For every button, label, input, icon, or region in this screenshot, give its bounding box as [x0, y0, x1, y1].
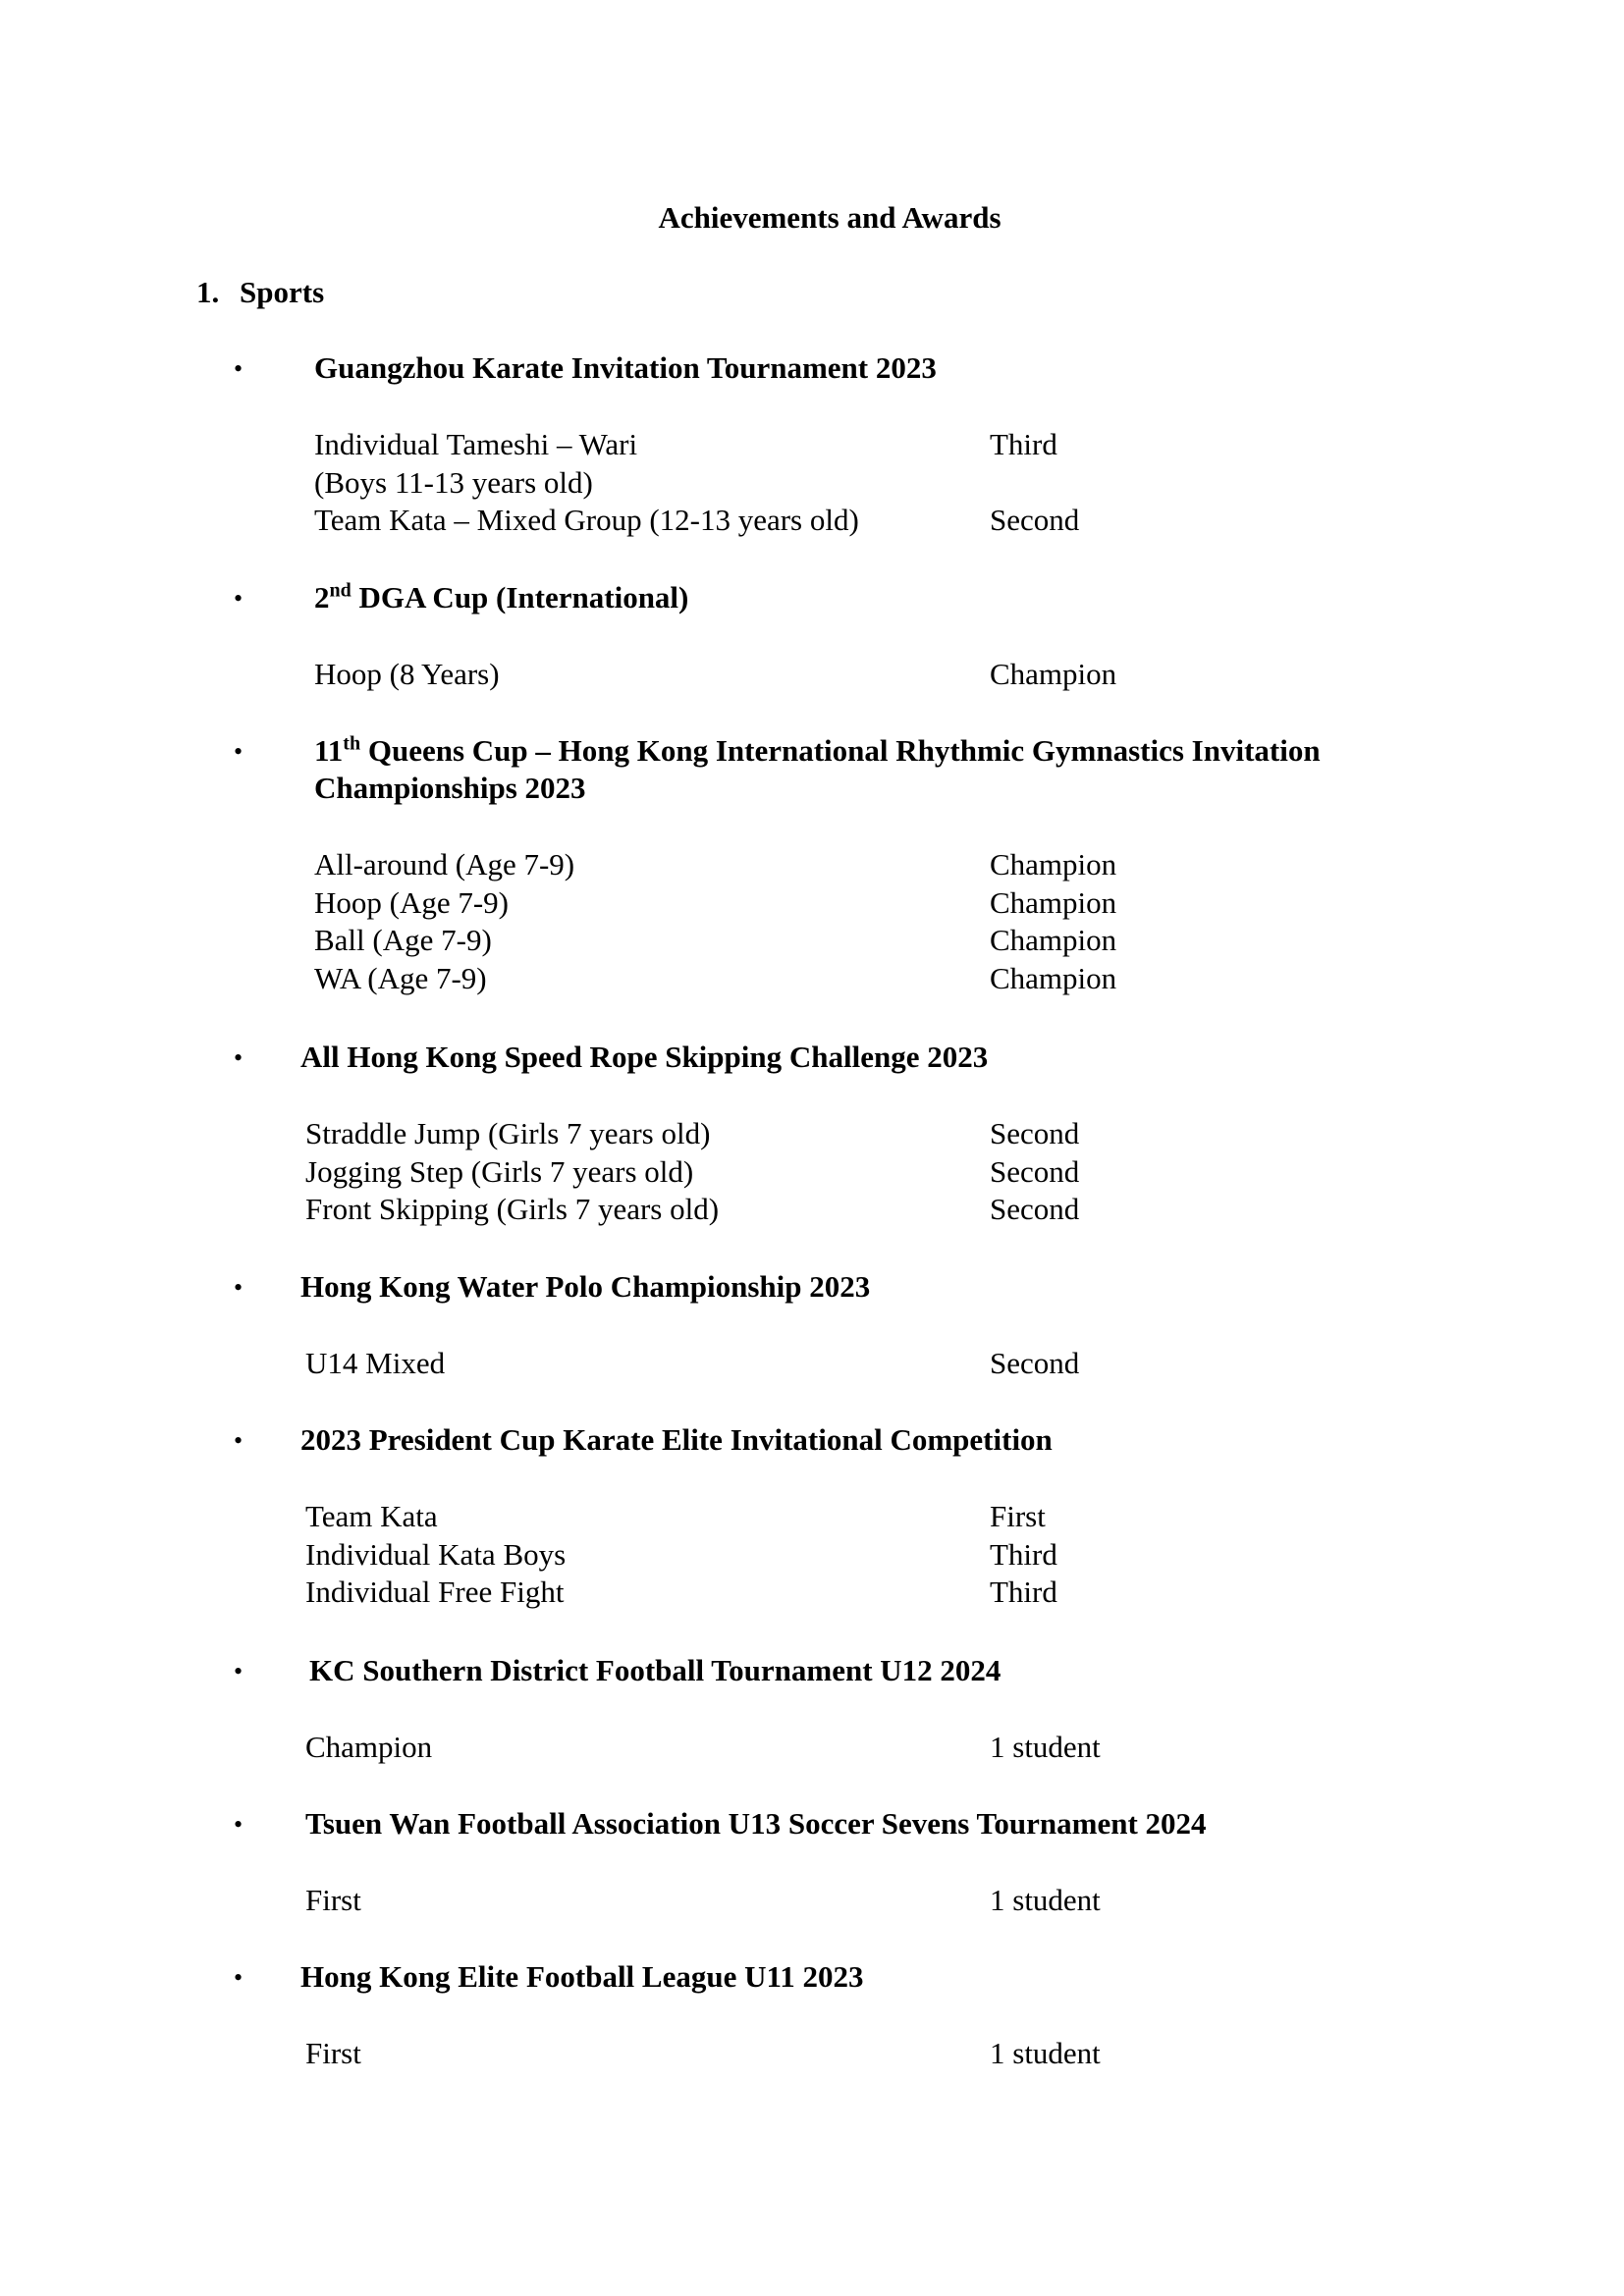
bullet-icon: • — [234, 1043, 244, 1072]
award-category: Team Kata — [305, 1499, 438, 1533]
award-result: Third — [990, 427, 1057, 461]
event-title-text: All Hong Kong Speed Rope Skipping Challenge 2023 — [300, 1040, 989, 1074]
section-number: 1. — [196, 275, 220, 309]
page-title: Achievements and Awards — [658, 200, 1001, 235]
award-category: Ball (Age 7-9) — [314, 923, 492, 957]
award-result: Second — [990, 1116, 1080, 1150]
section-heading — [196, 273, 324, 312]
award-category: Individual Kata Boys — [305, 1536, 567, 1572]
award-category: WA (Age 7-9) — [314, 960, 487, 995]
award-result: 1 student — [990, 2036, 1101, 2070]
award-category: First — [305, 1883, 361, 1917]
award-category: Front Skipping (Girls 7 years old) — [305, 1192, 720, 1226]
event-title-text: Queens Cup – Hong Kong International Rhythmic Gymnastics Invitation Championships 2023 — [314, 733, 1321, 805]
award-result: Third — [990, 1536, 1057, 1572]
award-result: Second — [990, 503, 1080, 537]
award-category: Hoop (8 Years) — [314, 657, 500, 691]
event-title — [314, 349, 1443, 387]
award-result: Second — [990, 1346, 1080, 1380]
event-title-ordinal: 11 — [314, 733, 344, 768]
award-category: Individual Tameshi – Wari — [314, 427, 638, 461]
event-title — [300, 1039, 1430, 1076]
award-category: Jogging Step (Girls 7 years old) — [305, 1153, 694, 1189]
event-title — [300, 1421, 1430, 1459]
bullet-icon: • — [234, 1810, 244, 1839]
event-title — [300, 1958, 1430, 1996]
award-category: Team Kata – Mixed Group (12-13 years old) — [314, 503, 859, 537]
award-result: Second — [990, 1153, 1080, 1189]
event-title-text: KC Southern District Football Tournament U12 2024 — [309, 1653, 1001, 1687]
event-title — [300, 1268, 1430, 1306]
award-result: Third — [990, 1575, 1057, 1609]
award-result: 1 student — [990, 1730, 1101, 1764]
event-title-ordinal: 2 — [314, 580, 330, 614]
award-result: Champion — [990, 847, 1117, 881]
award-category: All-around (Age 7-9) — [314, 847, 575, 881]
bullet-icon: • — [234, 737, 244, 766]
award-category: First — [305, 2036, 361, 2070]
bullet-icon: • — [234, 1657, 244, 1685]
award-result: Champion — [990, 657, 1117, 691]
award-category: Straddle Jump (Girls 7 years old) — [305, 1116, 711, 1150]
award-category: Champion — [305, 1730, 433, 1764]
bullet-icon: • — [234, 1273, 244, 1302]
award-result: Champion — [990, 960, 1117, 995]
award-result: Second — [990, 1192, 1080, 1226]
event-title-text: Hong Kong Water Polo Championship 2023 — [300, 1269, 871, 1304]
bullet-icon: • — [234, 584, 244, 613]
event-title — [314, 579, 1443, 616]
section-label: Sports — [240, 275, 325, 309]
event-title-text: Guangzhou Karate Invitation Tournament 2023 — [314, 350, 937, 385]
event-title-text: Tsuen Wan Football Association U13 Soccer Sevens Tournament 2024 — [305, 1806, 1207, 1841]
event-title-text: Hong Kong Elite Football League U11 2023 — [300, 1959, 864, 1994]
event-title — [309, 1652, 1438, 1689]
award-category: Hoop (Age 7-9) — [314, 884, 510, 920]
event-title-ordinal-suffix: th — [343, 732, 361, 755]
event-title-text: 2023 President Cup Karate Elite Invitational Competition — [300, 1422, 1053, 1457]
event-title — [314, 732, 1443, 807]
award-result: 1 student — [990, 1883, 1101, 1917]
award-result: First — [990, 1499, 1046, 1533]
bullet-icon: • — [234, 1963, 244, 1992]
award-result: Champion — [990, 923, 1117, 957]
award-category: U14 Mixed — [305, 1346, 446, 1380]
award-category: (Boys 11-13 years old) — [314, 464, 593, 500]
bullet-icon: • — [234, 1426, 244, 1455]
event-title-text: DGA Cup (International) — [351, 580, 689, 614]
award-result: Champion — [990, 884, 1117, 920]
event-title-ordinal-suffix: nd — [329, 579, 352, 602]
bullet-icon: • — [234, 354, 244, 383]
award-category: Individual Free Fight — [305, 1575, 565, 1609]
event-title — [305, 1805, 1435, 1842]
